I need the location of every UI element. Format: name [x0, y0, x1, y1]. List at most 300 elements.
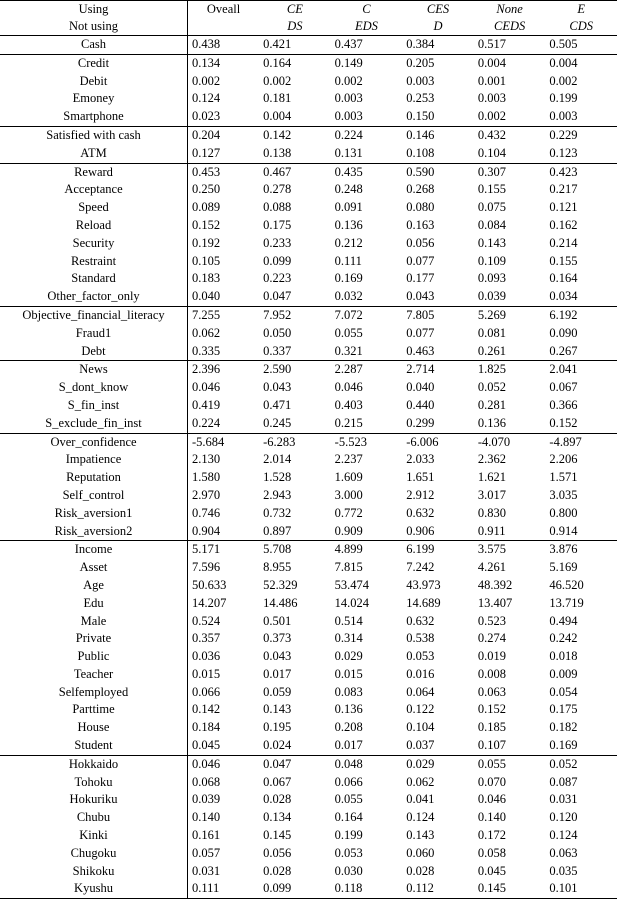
table-cell: 0.143: [263, 702, 292, 717]
table-cell: 0.047: [263, 756, 292, 771]
table-cell: 0.062: [192, 325, 221, 340]
table-cell: 0.373: [263, 631, 292, 646]
table-cell: 0.029: [334, 649, 363, 664]
table-cell: 0.514: [334, 613, 363, 628]
table-cell: 0.017: [263, 666, 292, 681]
table-cell: 1.528: [263, 470, 292, 485]
column-header: D: [402, 18, 474, 36]
table-cell: 0.070: [477, 774, 506, 789]
table-row-cash: [0, 36, 617, 55]
table-cell: 6.199: [406, 542, 435, 557]
table-row-shikoku: [0, 863, 617, 881]
table-cell: 0.524: [192, 613, 221, 628]
table-cell: 0.183: [192, 271, 221, 286]
table-cell: 0.278: [263, 182, 292, 197]
table-cell: 3.000: [334, 487, 363, 502]
table-cell: 0.003: [477, 91, 506, 106]
table-row-public: [0, 648, 617, 666]
table-cell: 1.825: [477, 362, 506, 377]
table-row-other-factor-only: [0, 288, 617, 306]
table-cell: 0.004: [549, 55, 578, 70]
variable-name: Hokkaido: [0, 755, 188, 773]
variable-name: Impatience: [0, 451, 188, 469]
variable-name: Risk_aversion2: [0, 523, 188, 541]
variable-name: Fraud1: [0, 325, 188, 343]
table-cell: 0.245: [259, 415, 331, 433]
table-cell: 0.155: [477, 182, 506, 197]
table-row-house: [0, 719, 617, 737]
variable-name: Reputation: [0, 469, 188, 487]
table-cell: 0.046: [477, 792, 506, 807]
table-cell: 0.002: [474, 108, 546, 126]
table-cell: 0.423: [549, 164, 578, 179]
variable-name: S_fin_inst: [0, 397, 188, 415]
header-using-label: Using: [0, 1, 188, 19]
table-cell: 0.224: [334, 127, 363, 142]
table-cell: 0.003: [331, 108, 403, 126]
table-cell: -5.684: [192, 434, 225, 449]
table-cell: 0.056: [263, 845, 292, 860]
table-cell: 0.140: [192, 810, 221, 825]
table-cell: 0.002: [192, 73, 221, 88]
table-cell: 0.054: [549, 684, 578, 699]
table-cell: 0.134: [263, 810, 292, 825]
variable-name: Emoney: [0, 90, 188, 108]
table-cell: 0.152: [477, 702, 506, 717]
table-cell: -5.523: [334, 434, 367, 449]
column-header: Oveall: [188, 1, 260, 19]
table-cell: 7.255: [192, 307, 221, 322]
table-cell: 0.002: [263, 73, 292, 88]
table-cell: 0.136: [474, 415, 546, 433]
table-cell: 0.059: [263, 684, 292, 699]
table-cell: 0.162: [549, 217, 578, 232]
table-cell: 0.205: [406, 55, 435, 70]
table-cell: 0.105: [192, 253, 221, 268]
table-cell: 0.009: [549, 666, 578, 681]
table-cell: 2.130: [192, 452, 221, 467]
table-cell: 0.034: [545, 288, 617, 306]
table-cell: 0.517: [474, 36, 546, 55]
table-cell: 0.138: [259, 145, 331, 163]
table-cell: 0.505: [545, 36, 617, 55]
table-cell: 3.035: [549, 487, 578, 502]
table-cell: 0.101: [545, 880, 617, 898]
table-cell: 0.083: [334, 684, 363, 699]
table-cell: 0.281: [477, 397, 506, 412]
table-cell: 0.122: [406, 702, 435, 717]
table-cell: 0.321: [331, 343, 403, 361]
table-cell: 14.689: [406, 595, 441, 610]
table-row-speed: [0, 199, 617, 217]
table-cell: 0.055: [334, 792, 363, 807]
variable-name: News: [0, 361, 188, 379]
table-row-hokuriku: [0, 791, 617, 809]
table-cell: 0.043: [402, 288, 474, 306]
table-row-restraint: [0, 253, 617, 271]
table-cell: 7.805: [406, 307, 435, 322]
table-row-smartphone: [0, 108, 617, 126]
variable-name: Satisfied with cash: [0, 126, 188, 144]
table-cell: 0.204: [192, 127, 221, 142]
table-cell: 0.161: [192, 828, 221, 843]
table-cell: 0.632: [406, 505, 435, 520]
table-cell: 0.911: [474, 523, 546, 541]
table-cell: 0.143: [406, 828, 435, 843]
table-cell: 0.435: [334, 164, 363, 179]
table-cell: 0.088: [263, 200, 292, 215]
table-cell: 48.392: [477, 577, 513, 592]
header-row: [0, 18, 617, 36]
table-cell: 0.229: [549, 127, 578, 142]
variable-name: Restraint: [0, 253, 188, 271]
table-row-tohoku: [0, 774, 617, 792]
variable-name: Male: [0, 613, 188, 631]
table-cell: 0.120: [549, 810, 578, 825]
table-cell: 0.261: [474, 343, 546, 361]
table-cell: 0.337: [259, 343, 331, 361]
variable-name: Self_control: [0, 487, 188, 505]
table-row-acceptance: [0, 181, 617, 199]
table-row-over-confidence: [0, 433, 617, 451]
table-cell: 4.899: [334, 542, 363, 557]
table-cell: 2.287: [334, 362, 363, 377]
table-cell: 0.140: [477, 810, 506, 825]
table-cell: 0.177: [406, 271, 435, 286]
table-row-security: [0, 235, 617, 253]
table-cell: 0.142: [263, 127, 292, 142]
table-cell: 0.182: [549, 720, 578, 735]
table-cell: 0.058: [477, 845, 506, 860]
table-row-student: [0, 737, 617, 755]
table-row-reward: [0, 163, 617, 181]
table-cell: 0.045: [477, 863, 506, 878]
table-row-hokkaido: [0, 755, 617, 773]
table-cell: 0.538: [406, 631, 435, 646]
table-cell: 2.714: [406, 362, 435, 377]
table-cell: 0.419: [192, 397, 221, 412]
variable-name: S_dont_know: [0, 379, 188, 397]
table-row-self-control: [0, 487, 617, 505]
variable-name: Reload: [0, 217, 188, 235]
table-cell: 52.329: [263, 577, 298, 592]
table-cell: 14.486: [263, 595, 298, 610]
table-row-objective-financial-literacy: [0, 306, 617, 324]
table-cell: 0.501: [263, 613, 292, 628]
table-row-s-dont-know: [0, 379, 617, 397]
table-cell: 0.366: [549, 397, 578, 412]
column-header: E: [545, 1, 617, 19]
table-cell: 0.031: [192, 863, 221, 878]
table-cell: 0.043: [263, 380, 292, 395]
variable-name: Kinki: [0, 827, 188, 845]
table-cell: 2.912: [406, 487, 435, 502]
table-row-debt: [0, 343, 617, 361]
table-cell: 0.897: [259, 523, 331, 541]
table-cell: 0.003: [545, 108, 617, 126]
table-cell: 0.032: [331, 288, 403, 306]
table-cell: 0.164: [549, 271, 578, 286]
table-cell: 0.199: [549, 91, 578, 106]
table-row-reload: [0, 217, 617, 235]
table-cell: 5.269: [477, 307, 506, 322]
table-cell: 0.064: [406, 684, 435, 699]
variable-name: Chubu: [0, 809, 188, 827]
table-cell: 0.438: [188, 36, 260, 55]
table-cell: 0.136: [334, 217, 363, 232]
table-cell: 0.467: [263, 164, 292, 179]
table-cell: 5.169: [549, 560, 578, 575]
table-cell: 0.175: [549, 702, 578, 717]
table-cell: 0.090: [549, 325, 578, 340]
column-header: None: [474, 1, 546, 19]
table-row-fraud1: [0, 325, 617, 343]
table-cell: 0.274: [477, 631, 506, 646]
table-cell: 0.152: [545, 415, 617, 433]
table-cell: 0.800: [549, 505, 578, 520]
table-cell: 0.107: [474, 737, 546, 755]
table-cell: 0.299: [402, 415, 474, 433]
table-row-news: [0, 361, 617, 379]
variable-name: Speed: [0, 199, 188, 217]
table-row-debit: [0, 73, 617, 91]
table-cell: 0.164: [263, 55, 292, 70]
table-cell: 0.104: [406, 720, 435, 735]
variable-name: House: [0, 719, 188, 737]
table-cell: 2.590: [263, 362, 292, 377]
variable-name: Parttime: [0, 701, 188, 719]
table-cell: 0.440: [406, 397, 435, 412]
table-cell: 0.003: [406, 73, 435, 88]
table-row-private: [0, 630, 617, 648]
variable-name: Kyushu: [0, 880, 188, 898]
table-cell: 50.633: [192, 577, 227, 592]
table-cell: 0.149: [334, 55, 363, 70]
table-cell: 0.169: [545, 737, 617, 755]
table-cell: 0.039: [474, 288, 546, 306]
table-cell: -6.283: [263, 434, 296, 449]
column-header: [188, 18, 260, 36]
table-cell: 0.199: [334, 828, 363, 843]
table-cell: 0.053: [406, 649, 435, 664]
table-cell: 0.104: [474, 145, 546, 163]
variable-name: Standard: [0, 270, 188, 288]
table-cell: 0.143: [477, 235, 506, 250]
table-cell: 0.163: [406, 217, 435, 232]
variable-name: Shikoku: [0, 863, 188, 881]
table-cell: 0.909: [331, 523, 403, 541]
table-cell: 0.453: [192, 164, 221, 179]
header-not-using-label: Not using: [0, 18, 188, 36]
table-cell: 0.015: [192, 666, 221, 681]
column-header: CDS: [545, 18, 617, 36]
table-cell: 0.016: [406, 666, 435, 681]
table-cell: 1.571: [549, 470, 578, 485]
table-cell: 8.955: [263, 560, 292, 575]
variable-name: Over_confidence: [0, 433, 188, 451]
table-cell: 0.031: [549, 792, 578, 807]
table-row-satisfied-with-cash: [0, 126, 617, 144]
header-row: [0, 1, 617, 19]
variable-name: Public: [0, 648, 188, 666]
table-cell: 0.217: [549, 182, 578, 197]
variable-name: Hokuriku: [0, 791, 188, 809]
table-cell: 0.136: [334, 702, 363, 717]
table-cell: -4.070: [477, 434, 511, 449]
table-cell: 0.112: [402, 880, 474, 898]
table-cell: 0.050: [263, 325, 292, 340]
table-cell: 0.057: [192, 845, 221, 860]
variable-name: Selfemployed: [0, 684, 188, 702]
table-cell: 0.048: [334, 756, 363, 771]
table-row-selfemployed: [0, 684, 617, 702]
table-cell: 0.039: [192, 792, 221, 807]
column-header: CEDS: [474, 18, 546, 36]
table-cell: 0.118: [331, 880, 403, 898]
table-cell: 0.267: [545, 343, 617, 361]
table-cell: 0.150: [402, 108, 474, 126]
table-cell: 1.651: [406, 470, 435, 485]
table-cell: 0.077: [406, 253, 435, 268]
table-cell: 0.080: [406, 200, 435, 215]
table-cell: 0.045: [188, 737, 260, 755]
table-cell: 0.081: [477, 325, 506, 340]
table-row-kyushu: [0, 880, 617, 898]
table-cell: 1.609: [334, 470, 363, 485]
table-cell: 7.596: [192, 560, 221, 575]
table-cell: 0.077: [406, 325, 435, 340]
variable-name: Income: [0, 541, 188, 559]
variable-name: Other_factor_only: [0, 288, 188, 306]
table-cell: 0.108: [402, 145, 474, 163]
table-cell: 2.396: [192, 362, 221, 377]
table-cell: 0.164: [334, 810, 363, 825]
table-row-parttime: [0, 701, 617, 719]
variable-name: Smartphone: [0, 108, 188, 126]
table-cell: 0.175: [263, 217, 292, 232]
table-cell: 0.242: [549, 631, 578, 646]
table-cell: 0.004: [477, 55, 506, 70]
table-cell: 0.056: [406, 235, 435, 250]
table-cell: 0.142: [192, 702, 221, 717]
table-cell: 0.089: [192, 200, 221, 215]
table-cell: 0.099: [259, 880, 331, 898]
table-cell: 0.060: [406, 845, 435, 860]
table-cell: 14.024: [334, 595, 370, 610]
table-cell: 0.432: [477, 127, 506, 142]
table-cell: 0.029: [406, 756, 435, 771]
table-row-chugoku: [0, 845, 617, 863]
table-cell: 0.914: [545, 523, 617, 541]
table-cell: 0.041: [406, 792, 435, 807]
table-cell: 2.041: [549, 362, 578, 377]
table-row-atm: [0, 145, 617, 163]
table-cell: 0.035: [549, 863, 578, 878]
column-header: CE: [259, 1, 331, 19]
variable-name: Risk_aversion1: [0, 505, 188, 523]
table-row-s-exclude-fin-inst: [0, 415, 617, 433]
table-cell: 0.384: [402, 36, 474, 55]
table-cell: 0.067: [263, 774, 292, 789]
table-cell: 0.212: [334, 235, 363, 250]
table-cell: 0.091: [334, 200, 363, 215]
table-cell: 0.192: [192, 235, 221, 250]
variable-name: Acceptance: [0, 181, 188, 199]
table-cell: 0.523: [477, 613, 506, 628]
table-cell: 0.093: [477, 271, 506, 286]
table-cell: 3.575: [477, 542, 506, 557]
table-cell: 53.474: [334, 577, 370, 592]
table-cell: 0.732: [263, 505, 292, 520]
table-row-standard: [0, 270, 617, 288]
table-cell: 0.830: [477, 505, 506, 520]
table-cell: 0.008: [477, 666, 506, 681]
table-cell: 0.248: [334, 182, 363, 197]
table-cell: 0.307: [477, 164, 506, 179]
table-cell: 0.169: [334, 271, 363, 286]
table-cell: 2.014: [263, 452, 292, 467]
table-cell: 0.040: [406, 380, 435, 395]
table-cell: 0.121: [549, 200, 578, 215]
table-cell: 13.407: [477, 595, 513, 610]
variable-name: ATM: [0, 145, 188, 163]
table-cell: 0.250: [192, 182, 221, 197]
table-row-kinki: [0, 827, 617, 845]
table-cell: 3.876: [549, 542, 578, 557]
table-row-s-fin-inst: [0, 397, 617, 415]
table-cell: 0.145: [474, 880, 546, 898]
table-cell: 3.017: [477, 487, 506, 502]
table-cell: 0.335: [188, 343, 260, 361]
variable-name: Chugoku: [0, 845, 188, 863]
table-cell: 0.063: [549, 845, 578, 860]
table-cell: 7.072: [334, 307, 363, 322]
table-cell: 0.028: [263, 792, 292, 807]
table-cell: 0.030: [334, 863, 363, 878]
table-cell: 0.111: [334, 253, 362, 268]
table-cell: 0.195: [263, 720, 292, 735]
table-cell: 0.131: [331, 145, 403, 163]
table-cell: 0.067: [549, 380, 578, 395]
table-cell: 7.952: [263, 307, 292, 322]
table-cell: 0.036: [192, 649, 221, 664]
table-cell: 0.145: [263, 828, 292, 843]
variable-name: Private: [0, 630, 188, 648]
table-cell: 0.046: [192, 756, 221, 771]
table-cell: 7.242: [406, 560, 435, 575]
variable-name: Security: [0, 235, 188, 253]
table-cell: 0.075: [477, 200, 506, 215]
column-header: EDS: [331, 18, 403, 36]
table-cell: 6.192: [549, 307, 578, 322]
table-cell: 0.124: [406, 810, 435, 825]
table-cell: 0.421: [259, 36, 331, 55]
table-cell: 0.047: [259, 288, 331, 306]
table-cell: 0.904: [188, 523, 260, 541]
table-cell: 2.362: [477, 452, 506, 467]
table-cell: 0.746: [192, 505, 221, 520]
table-cell: 0.066: [334, 774, 363, 789]
table-cell: 0.403: [334, 397, 363, 412]
table-cell: 0.018: [549, 649, 578, 664]
table-cell: 0.066: [192, 684, 221, 699]
table-cell: 0.062: [406, 774, 435, 789]
table-cell: 1.621: [477, 470, 506, 485]
table-cell: 0.109: [477, 253, 506, 268]
table-row-credit: [0, 54, 617, 72]
table-cell: 0.017: [331, 737, 403, 755]
table-row-teacher: [0, 666, 617, 684]
